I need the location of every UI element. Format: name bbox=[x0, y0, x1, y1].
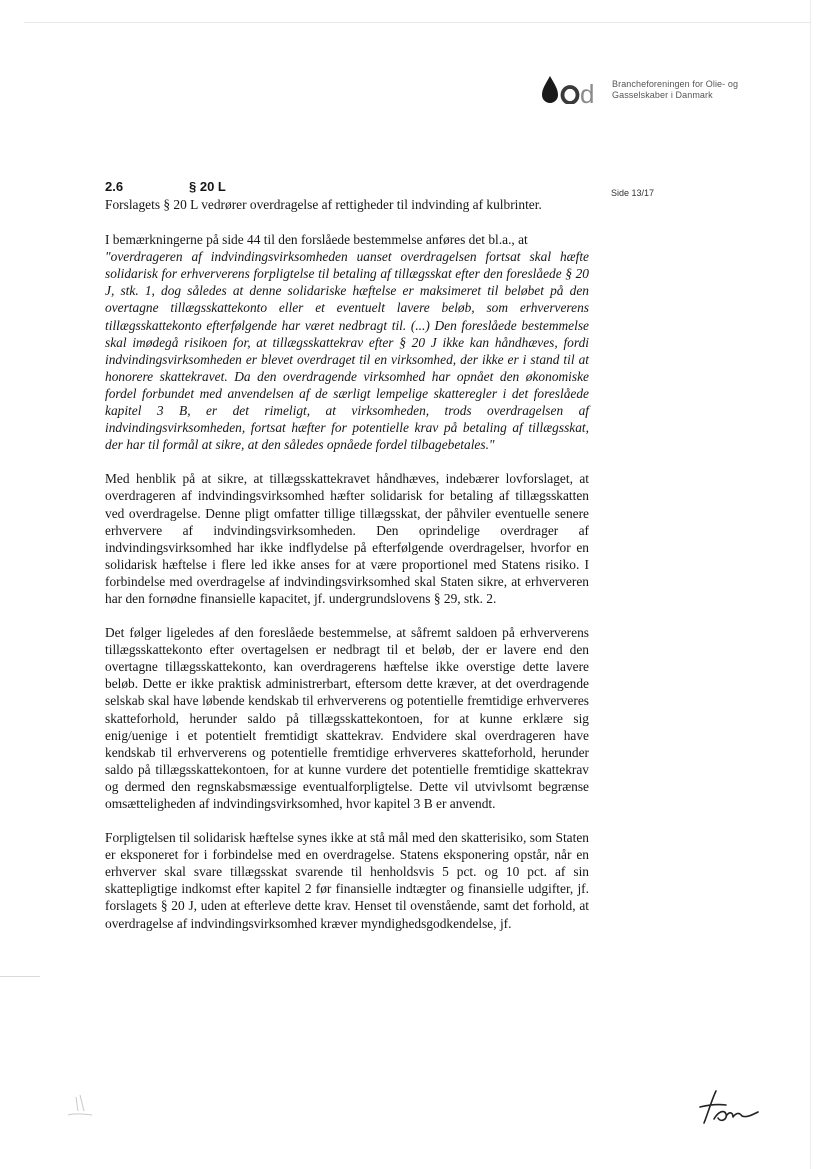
section-title: § 20 L bbox=[189, 179, 226, 194]
document-body bbox=[105, 179, 589, 949]
paragraph-quote: "overdrageren af indvindingsvirksomheden uanset overdragelsen fortsat skal hæfte solidarisk for erhververens forpligtelse til betaling af tillægsskat efter den foreslåede § 20 J, stk. 1, dog således at denne solidariske hæftelse er maksimeret til beløbet på den overtagne tillægsskattekonto eller et eventuelt lavere beløb, som erhververens tillægsskattekonto efterfølgende har været nedbragt til. (...) Den foreslåede bestemmelse skal imødegå risikoen for, at tillægsskattekrav efter § 20 J ikke kan håndhæves, fordi indvindingsvirksomheden er blevet overdraget til en virksomhed, der ikke er i stand til at honorere skattekravet. Da den overdragende virksomhed har opnået den økonomiske fordel forbundet med anvendelsen af de særligt lempelige skatteregler i det foreslåede kapitel 3 B, er det rimeligt, at virksomheden, trods overdragelsen af indvindingsvirksomheden, fortsat hæfter for potentielle krav på betaling af tillægsskat, der har til formål at sikre, at den således opnåede fordel tilbagebetales." bbox=[105, 249, 589, 453]
logo-letter: d bbox=[580, 79, 595, 104]
bog-logo-icon bbox=[540, 74, 600, 104]
scan-edge-top bbox=[24, 22, 810, 23]
paragraph-intro: Forslagets § 20 L vedrører overdragelse af rettigheder til indvinding af kulbrinter. bbox=[105, 197, 542, 212]
faint-stamp-icon bbox=[62, 1093, 98, 1119]
scan-edge-right bbox=[810, 0, 811, 1169]
org-name-line1: Brancheforeningen for Olie- og bbox=[612, 79, 739, 89]
page-number: Side 13/17 bbox=[611, 188, 655, 198]
paragraph-remarks-lead: I bemærkningerne på side 44 til den forslåede bestemmelse anføres det bl.a., at bbox=[105, 232, 528, 248]
scan-mark-left bbox=[0, 976, 40, 977]
paragraph-enforcement: Med henblik på at sikre, at tillægsskattekravet håndhæves, indebærer lovforslaget, at overdrageren af indvindingsvirksomhed hæfter solidarisk for betaling af tillægsskatten ved overdragelse. Denne pligt omfatter tillige tillægsskat, der påhviler eventuelle senere erhververe af indvindingsvirksomheden. Den oprindelige overdrager af indvindingsvirksomhed har ikke indflydelse på efterfølgende overdragelser, hvorfor en solidarisk hæftelse i flere led ikke anses for at være proportionel med Statens risiko. I forbindelse med overdragelse af indvindingsvirksomhed skal Staten sikre, at erhververen har den fornødne finansielle kapacitet, jf. undergrundslovens § 29, stk. 2. bbox=[105, 471, 589, 606]
organization-name bbox=[612, 79, 802, 101]
org-name-line2: Gasselskaber i Danmark bbox=[612, 90, 713, 100]
paragraph-balance: Det følger ligeledes af den foreslåede bestemmelse, at såfremt saldoen på erhververens tillægsskattekonto efter overtagelsen er nedbragt til et beløb, der er lavere end den overtagne tillægsskattekonto, kan overdragerens hæftelse ikke overstige dette lavere beløb. Dette er ikke praktisk administrerbart, eftersom dette kræver, at det overdragende selskab skal have løbende kendskab til erhververens og potentielle fremtidige erhververes skatteforhold, herunder saldo på tillægsskattekontoen, for at kunne erklære sig enig/uenige i et potentielt fremtidigt skattekrav. Endvidere skal overdrageren have kendskab til erhververens og potentielle fremtidige erhververes skatteforhold, herunder saldo på tillægsskattekontoen, for at kunne vurdere det potentielle fremtidige skattekrav og dermed den regnskabsmæssige eventualforpligtelse. Dette vil utvivlsomt begrænse omsætteligheden af indvindingsvirksomhed, hvor kapitel 3 B er anvendt. bbox=[105, 625, 589, 811]
paragraph-liability: Forpligtelsen til solidarisk hæftelse synes ikke at stå mål med den skatterisiko, som Staten er eksponeret for i forbindelse med en overdragelse. Statens eksponering opstår, når en erhverver skal svare tillægsskat svarende til henholdsvis 5 pct. og 10 pct. af sin skattepligtige indkomst efter kapitel 2 før finansielle indtægter og finansielle udgifter, jf. forslagets § 20 J, uden at efterleve dette krav. Henset til ovenstående, samt det forhold, at overdragelse af indvindingsvirksomhed kræver myndighedsgodkendelse, jf. bbox=[105, 830, 589, 931]
section-number: 2.6 bbox=[105, 179, 124, 194]
handwritten-initials-icon bbox=[696, 1085, 760, 1129]
section-heading bbox=[105, 179, 589, 196]
